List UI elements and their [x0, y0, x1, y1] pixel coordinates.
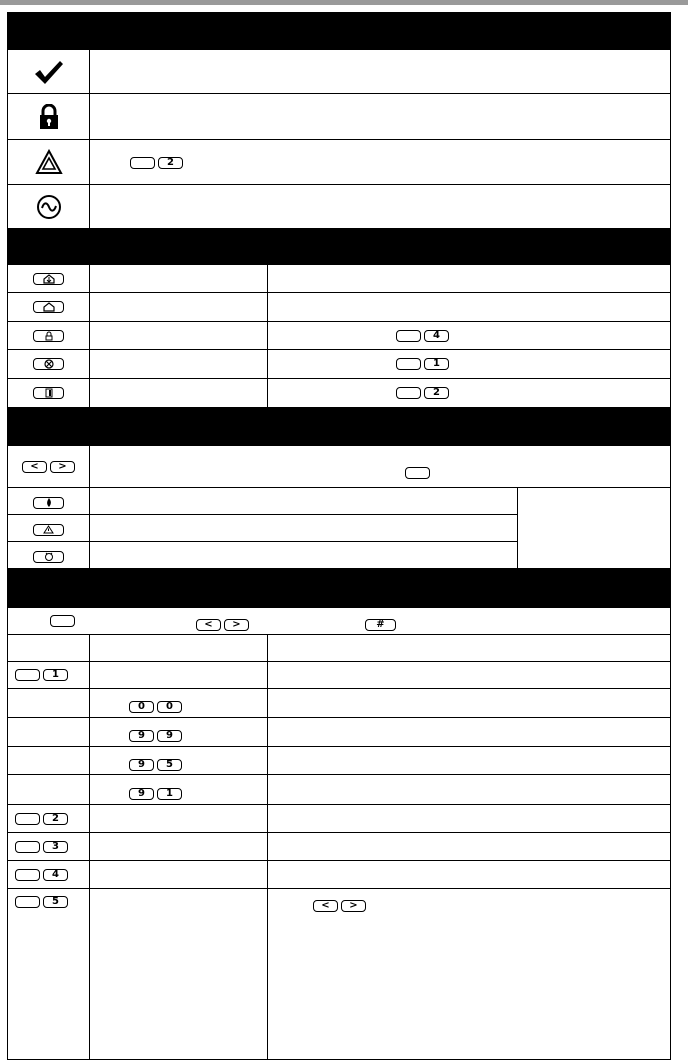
arm-row-home: [7, 293, 671, 322]
scroll-row: [7, 446, 671, 488]
key-3[interactable]: 3: [43, 841, 68, 853]
key-0[interactable]: 0: [129, 701, 154, 713]
arm-away-icon[interactable]: [33, 273, 64, 285]
blank-key[interactable]: [396, 358, 421, 370]
top-border: [0, 0, 688, 5]
blank-key[interactable]: [396, 330, 421, 342]
alert-triangle-icon: [35, 149, 63, 175]
arm-home-icon[interactable]: [33, 301, 64, 313]
trouble-key-combo: [130, 156, 183, 174]
emergency-triangle-icon[interactable]: [33, 524, 64, 536]
lock-icon: [38, 104, 60, 130]
key-9[interactable]: 9: [129, 788, 154, 800]
blank-key[interactable]: [15, 841, 40, 853]
section-header-indicators: [7, 12, 671, 50]
blank-key[interactable]: [130, 157, 155, 169]
key-1[interactable]: 1: [157, 788, 182, 800]
key-1[interactable]: 1: [43, 669, 68, 681]
blank-key[interactable]: [15, 869, 40, 881]
table-row: [7, 718, 671, 747]
indicator-row-ac-power: [7, 185, 671, 229]
section-header-emergency: [7, 408, 671, 446]
blank-key[interactable]: [396, 387, 421, 399]
key-9[interactable]: 9: [129, 759, 154, 771]
arm-instant-icon[interactable]: [33, 330, 64, 342]
key-0[interactable]: 0: [157, 701, 182, 713]
blank-key[interactable]: [50, 615, 75, 627]
key-2[interactable]: 2: [424, 387, 449, 399]
section-header-arming: [7, 229, 671, 265]
key-2[interactable]: 2: [43, 813, 68, 825]
blank-key[interactable]: [15, 813, 40, 825]
key-5[interactable]: 5: [157, 759, 182, 771]
key-right[interactable]: >: [224, 619, 249, 631]
key-right[interactable]: >: [50, 461, 75, 473]
panic-icon[interactable]: [33, 551, 64, 563]
key-4[interactable]: 4: [43, 869, 68, 881]
arm-row-away: [7, 265, 671, 293]
table-row: [7, 775, 671, 805]
blank-key[interactable]: [405, 467, 430, 479]
key-1[interactable]: 1: [424, 358, 449, 370]
arm-row-disarm: [7, 350, 671, 379]
table-row: [7, 662, 671, 689]
key-9[interactable]: 9: [129, 730, 154, 742]
table-row: [7, 861, 671, 889]
key-5[interactable]: 5: [43, 896, 68, 908]
arm-row-chime: [7, 379, 671, 408]
disarm-icon[interactable]: [33, 358, 64, 370]
indicator-row-ready: [7, 50, 671, 94]
menu-navigation-row: [7, 608, 671, 635]
table-row: [7, 833, 671, 861]
ac-power-icon: [36, 194, 62, 220]
blank-key[interactable]: [15, 669, 40, 681]
section-header-user-settings: [7, 569, 671, 608]
key-hash[interactable]: #: [365, 619, 396, 631]
arm-row-instant: [7, 322, 671, 350]
emergency-block: [7, 488, 671, 569]
key-9[interactable]: 9: [157, 730, 182, 742]
key-left[interactable]: <: [196, 619, 221, 631]
key-left[interactable]: <: [22, 461, 47, 473]
check-icon: [33, 59, 65, 85]
key-2[interactable]: 2: [158, 157, 183, 169]
indicator-row-armed: [7, 94, 671, 140]
blank-key[interactable]: [15, 896, 40, 908]
key-left[interactable]: <: [313, 900, 338, 912]
door-chime-icon[interactable]: [33, 387, 64, 399]
table-row: [7, 747, 671, 775]
key-4[interactable]: 4: [424, 330, 449, 342]
fire-icon[interactable]: [33, 497, 64, 509]
table-header-row: [7, 635, 671, 662]
table-row: [7, 889, 671, 1060]
indicator-row-trouble: [7, 140, 671, 185]
table-row: [7, 805, 671, 833]
key-right[interactable]: >: [341, 900, 366, 912]
table-row: [7, 689, 671, 718]
